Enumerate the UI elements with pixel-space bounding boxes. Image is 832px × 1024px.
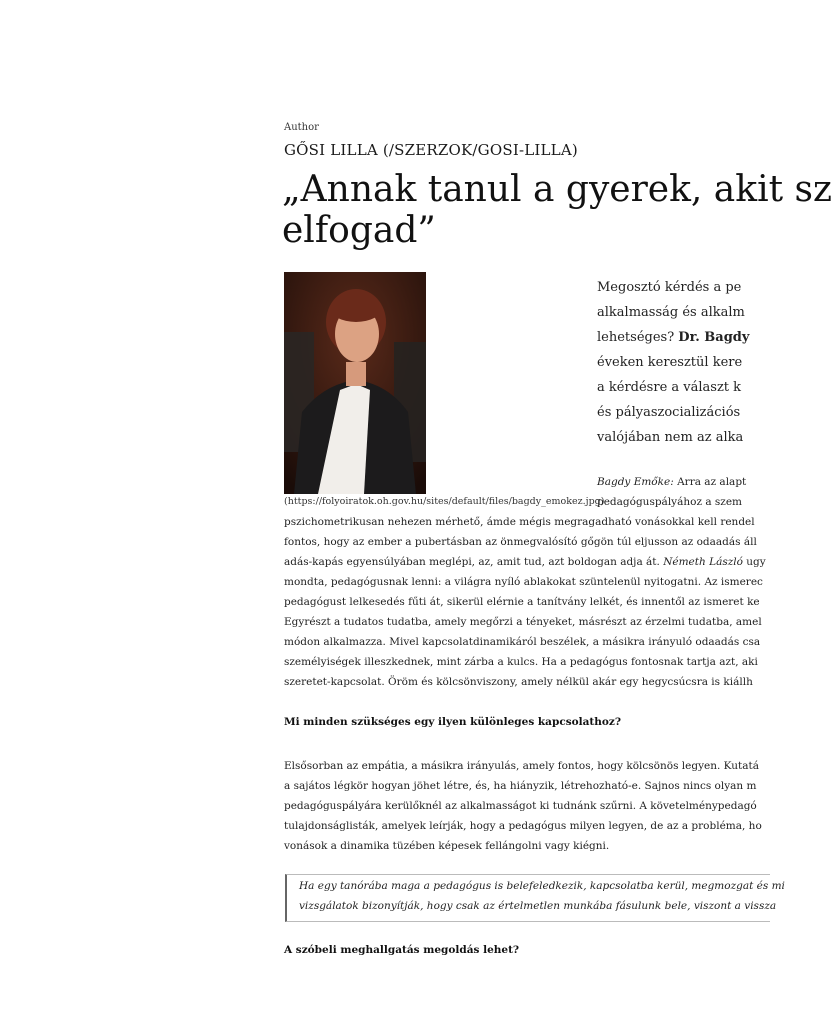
body-line: tulajdonságlisták, amelyek leírják, hogy a pedagógus milyen legyen, de az a probléma, ho xyxy=(284,820,762,832)
body-line: pszichometrikusan nehezen mérhető, ámde mégis megragadható vonásokkal kell rendel xyxy=(284,516,755,528)
body-line: pedagóguspályára kerülőknél az alkalmasságot ki tudnánk szűrni. A követelménypedagó xyxy=(284,800,757,812)
quote-line: vizsgálatok bizonyítják, hogy csak az értelmetlen munkába fásulunk bele, viszont a vissza xyxy=(299,900,777,912)
speaker-name: Bagdy Emőke: xyxy=(597,476,674,488)
body-text: Arra az alapt xyxy=(673,476,747,488)
lead-line: Megosztó kérdés a pe xyxy=(597,280,742,295)
image-caption: (https://folyoiratok.oh.gov.hu/sites/default/files/bagdy_emokez.jpg) xyxy=(284,496,605,507)
body-line: mondta, pedagógusnak lenni: a világra nyíló ablakokat szüntelenül nyitogatni. Az ismerec xyxy=(284,576,763,588)
lead-line: a kérdésre a választ k xyxy=(597,380,742,395)
body-line: szeretet-kapcsolat. Öröm és kölcsönviszony, amely nélkül akár egy hegycsúcsra is kiállh xyxy=(284,676,753,688)
body-line: fontos, hogy az ember a pubertásban az önmegvalósító gőgön túl eljusson az odaadás áll xyxy=(284,536,757,548)
body-line: Elsősorban az empátia, a másikra irányulás, amely fontos, hogy kölcsönös legyen. Kutatá xyxy=(284,760,760,772)
author-label: Author xyxy=(284,122,319,133)
lead-line: alkalmasság és alkalm xyxy=(597,305,745,320)
body-line xyxy=(597,476,746,488)
author-link[interactable]: GŐSI LILLA (/SZERZOK/GOSI-LILLA) xyxy=(284,141,578,159)
body-line: személyiségek illeszkednek, mint zárba a kulcs. Ha a pedagógus fontosnak tartja azt, aki xyxy=(284,656,758,668)
person-name: Németh László xyxy=(663,556,743,568)
portrait-photo[interactable] xyxy=(284,272,426,494)
body-line: Egyrészt a tudatos tudatba, amely megőrzi a tényeket, másrészt az érzelmi tudatba, amel xyxy=(284,616,762,628)
body-text: adás-kapás egyensúlyában meglépi, az, amit tud, azt boldogan adja át. xyxy=(284,556,664,568)
article-title-line-1: „Annak tanul a gyerek, akit sz xyxy=(282,169,832,210)
body-line: vonások a dinamika tüzében képesek fellángolni vagy kiégni. xyxy=(284,840,610,852)
body-line xyxy=(284,556,766,568)
article-title-line-2: elfogad” xyxy=(282,210,436,251)
lead-line: éveken keresztül kere xyxy=(597,355,743,370)
lead-text: lehetséges? xyxy=(597,330,679,345)
quote-line: Ha egy tanórába maga a pedagógus is belefeledkezik, kapcsolatba kerül, megmozgat és mi xyxy=(299,880,785,892)
body-line: a sajátos légkör hogyan jöhet létre, és, ha hiányzik, létrehozható-e. Sajnos nincs olyan m xyxy=(284,780,757,792)
lead-bold-name: Dr. Bagdy xyxy=(678,330,750,345)
lead-line: valójában nem az alka xyxy=(597,430,744,445)
section-heading: Mi minden szükséges egy ilyen különleges kapcsolathoz? xyxy=(284,716,622,728)
lead-line xyxy=(597,330,749,345)
body-line: módon alkalmazza. Mivel kapcsolatdinamikáról beszélek, a másikra irányuló odaadás csa xyxy=(284,636,761,648)
body-text: ugy xyxy=(742,556,766,568)
body-line: pedagóguspályához a szem xyxy=(597,496,743,508)
lead-line: és pályaszocializációs xyxy=(597,405,741,420)
body-line: pedagógust lelkesedés fűti át, sikerül elérnie a tanítvány lelkét, és innentől az ismeret ke xyxy=(284,596,760,608)
section-heading: A szóbeli meghallgatás megoldás lehet? xyxy=(284,944,520,956)
